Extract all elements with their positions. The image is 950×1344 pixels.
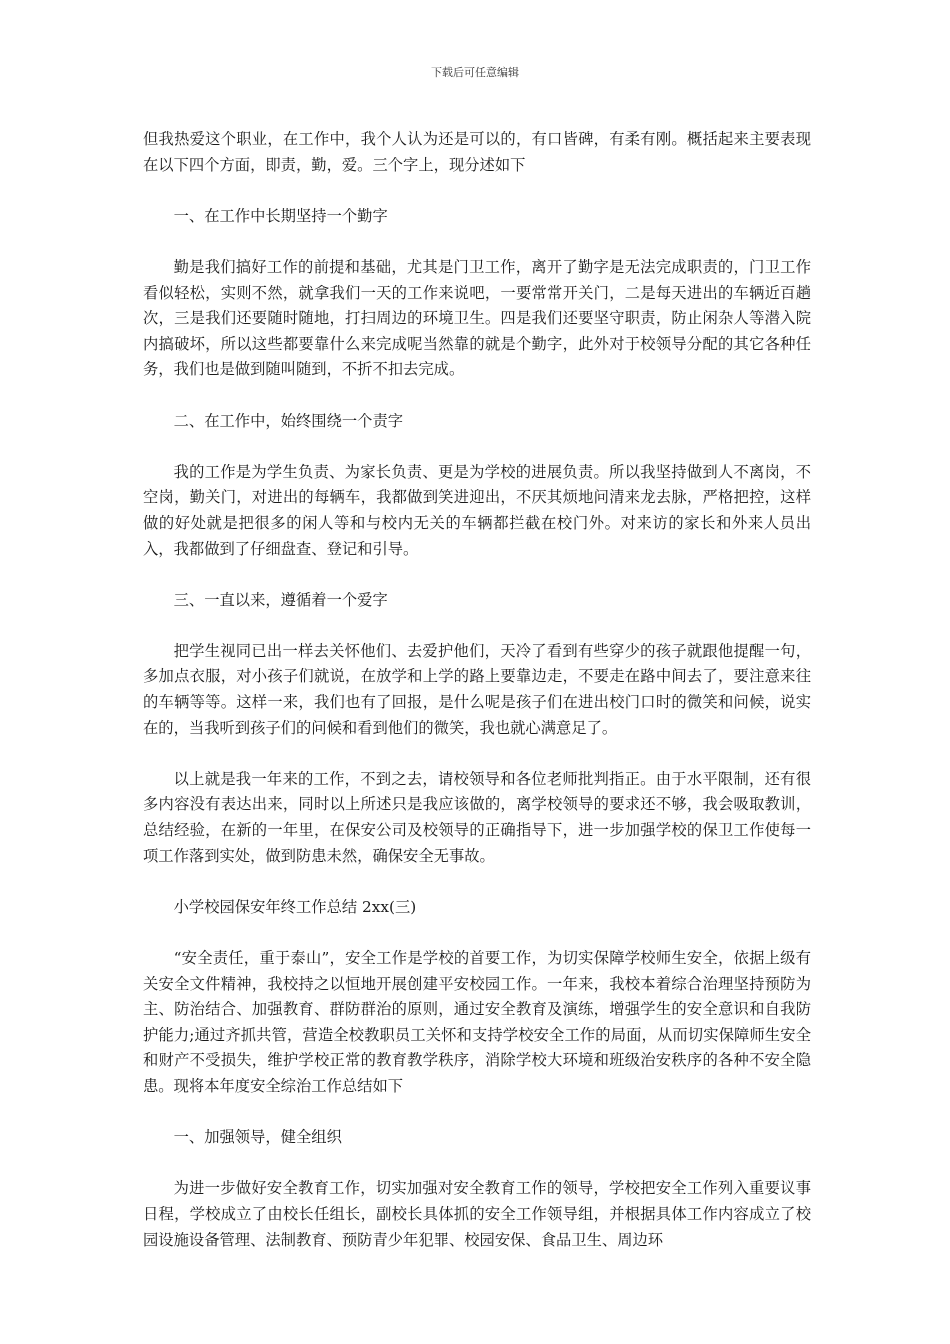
section-heading: 一、加强领导，健全组织: [173, 1128, 342, 1147]
paragraph: “安全责任，重于泰山”，安全工作是学校的首要工作，为切实保障学校师生安全，依据上级有关安全文件精神，我校持之以恒地开展创建平安校园工作。一年来，我校本着综合治理坚持预防为主、防治结合、加强教育、群防群治的原则，通过安全教育及演练，增强学生的安全意识和自我防护能力;通过齐抓共管，营造全校教职员工关怀和支持学校安全工作的局面，从而切实保障师生安全和财产不受损失，维护学校正常的教育教学秩序，消除学校大环境和班级治安秩序的各种不安全隐患。现将本年度安全综治工作总结如下: [143, 949, 811, 1095]
page-header: 下载后可任意编辑: [431, 66, 519, 79]
paragraph: 我的工作是为学生负责、为家长负责、更是为学校的进展负责。所以我坚持做到人不离岗，不空岗，勤关门，对进出的每辆车，我都做到笑进迎出，不厌其烦地问清来龙去脉，严格把控，这样做的好处就是把很多的闲人等和与校内无关的车辆都拦截在校门外。对来访的家长和外来人员出入，我都做到了仔细盘查、登记和引导。: [143, 462, 811, 558]
paragraph: 把学生视同已出一样去关怀他们、去爱护他们，天冷了看到有些穿少的孩子就跟他提醒一句，多加点衣服，对小孩子们就说，在放学和上学的路上要靠边走，不要走在路中间去了，要注意来往的车辆等等。这样一来，我们也有了回报，是什么呢是孩子们在进出校门口时的微笑和问候，说实在的，当我听到孩子们的问候和看到他们的微笑，我也就心满意足了。: [143, 641, 811, 737]
document-subtitle: 小学校园保安年终工作总结 2xx(三): [173, 897, 417, 916]
paragraph: 为进一步做好安全教育工作，切实加强对安全教育工作的领导，学校把安全工作列入重要议事日程，学校成立了由校长任组长，副校长具体抓的安全工作领导组，并根据具体工作内容成立了校园设施设备管理、法制教育、预防青少年犯罪、校园安保、食品卫生、周边环: [143, 1179, 811, 1249]
paragraph: 以上就是我一年来的工作，不到之去，请校领导和各位老师批判指正。由于水平限制，还有很多内容没有表达出来，同时以上所述只是我应该做的，离学校领导的要求还不够，我会吸取教训，总结经验，在新的一年里，在保安公司及校领导的正确指导下，进一步加强学校的保卫工作使每一项工作落到实处，做到防患未然，确保安全无事故。: [143, 769, 811, 865]
section-heading: 一、在工作中长期坚持一个勤字: [173, 206, 388, 225]
section-heading: 三、一直以来，遵循着一个爱字: [173, 590, 388, 609]
section-heading: 二、在工作中，始终围绕一个责字: [173, 411, 404, 430]
paragraph: 勤是我们搞好工作的前提和基础，尤其是门卫工作，离开了勤字是无法完成职责的，门卫工作看似轻松，实则不然，就拿我们一天的工作来说吧，一要常常开关门，二是每天进出的车辆近百趟次，三是我们还要随时随地，打扫周边的环境卫生。四是我们还要坚守职责，防止闲杂人等潜入院内搞破坏，所以这些都要靠什么来完成呢当然靠的就是个勤字，此外对于校领导分配的其它各种任务，我们也是做到随叫随到，不折不扣去完成。: [143, 257, 811, 379]
paragraph: 但我热爱这个职业，在工作中，我个人认为还是可以的，有口皆碑，有柔有刚。概括起来主要表现在以下四个方面，即责，勤，爱。三个字上，现分述如下: [143, 130, 811, 174]
document-body: [143, 127, 811, 1279]
